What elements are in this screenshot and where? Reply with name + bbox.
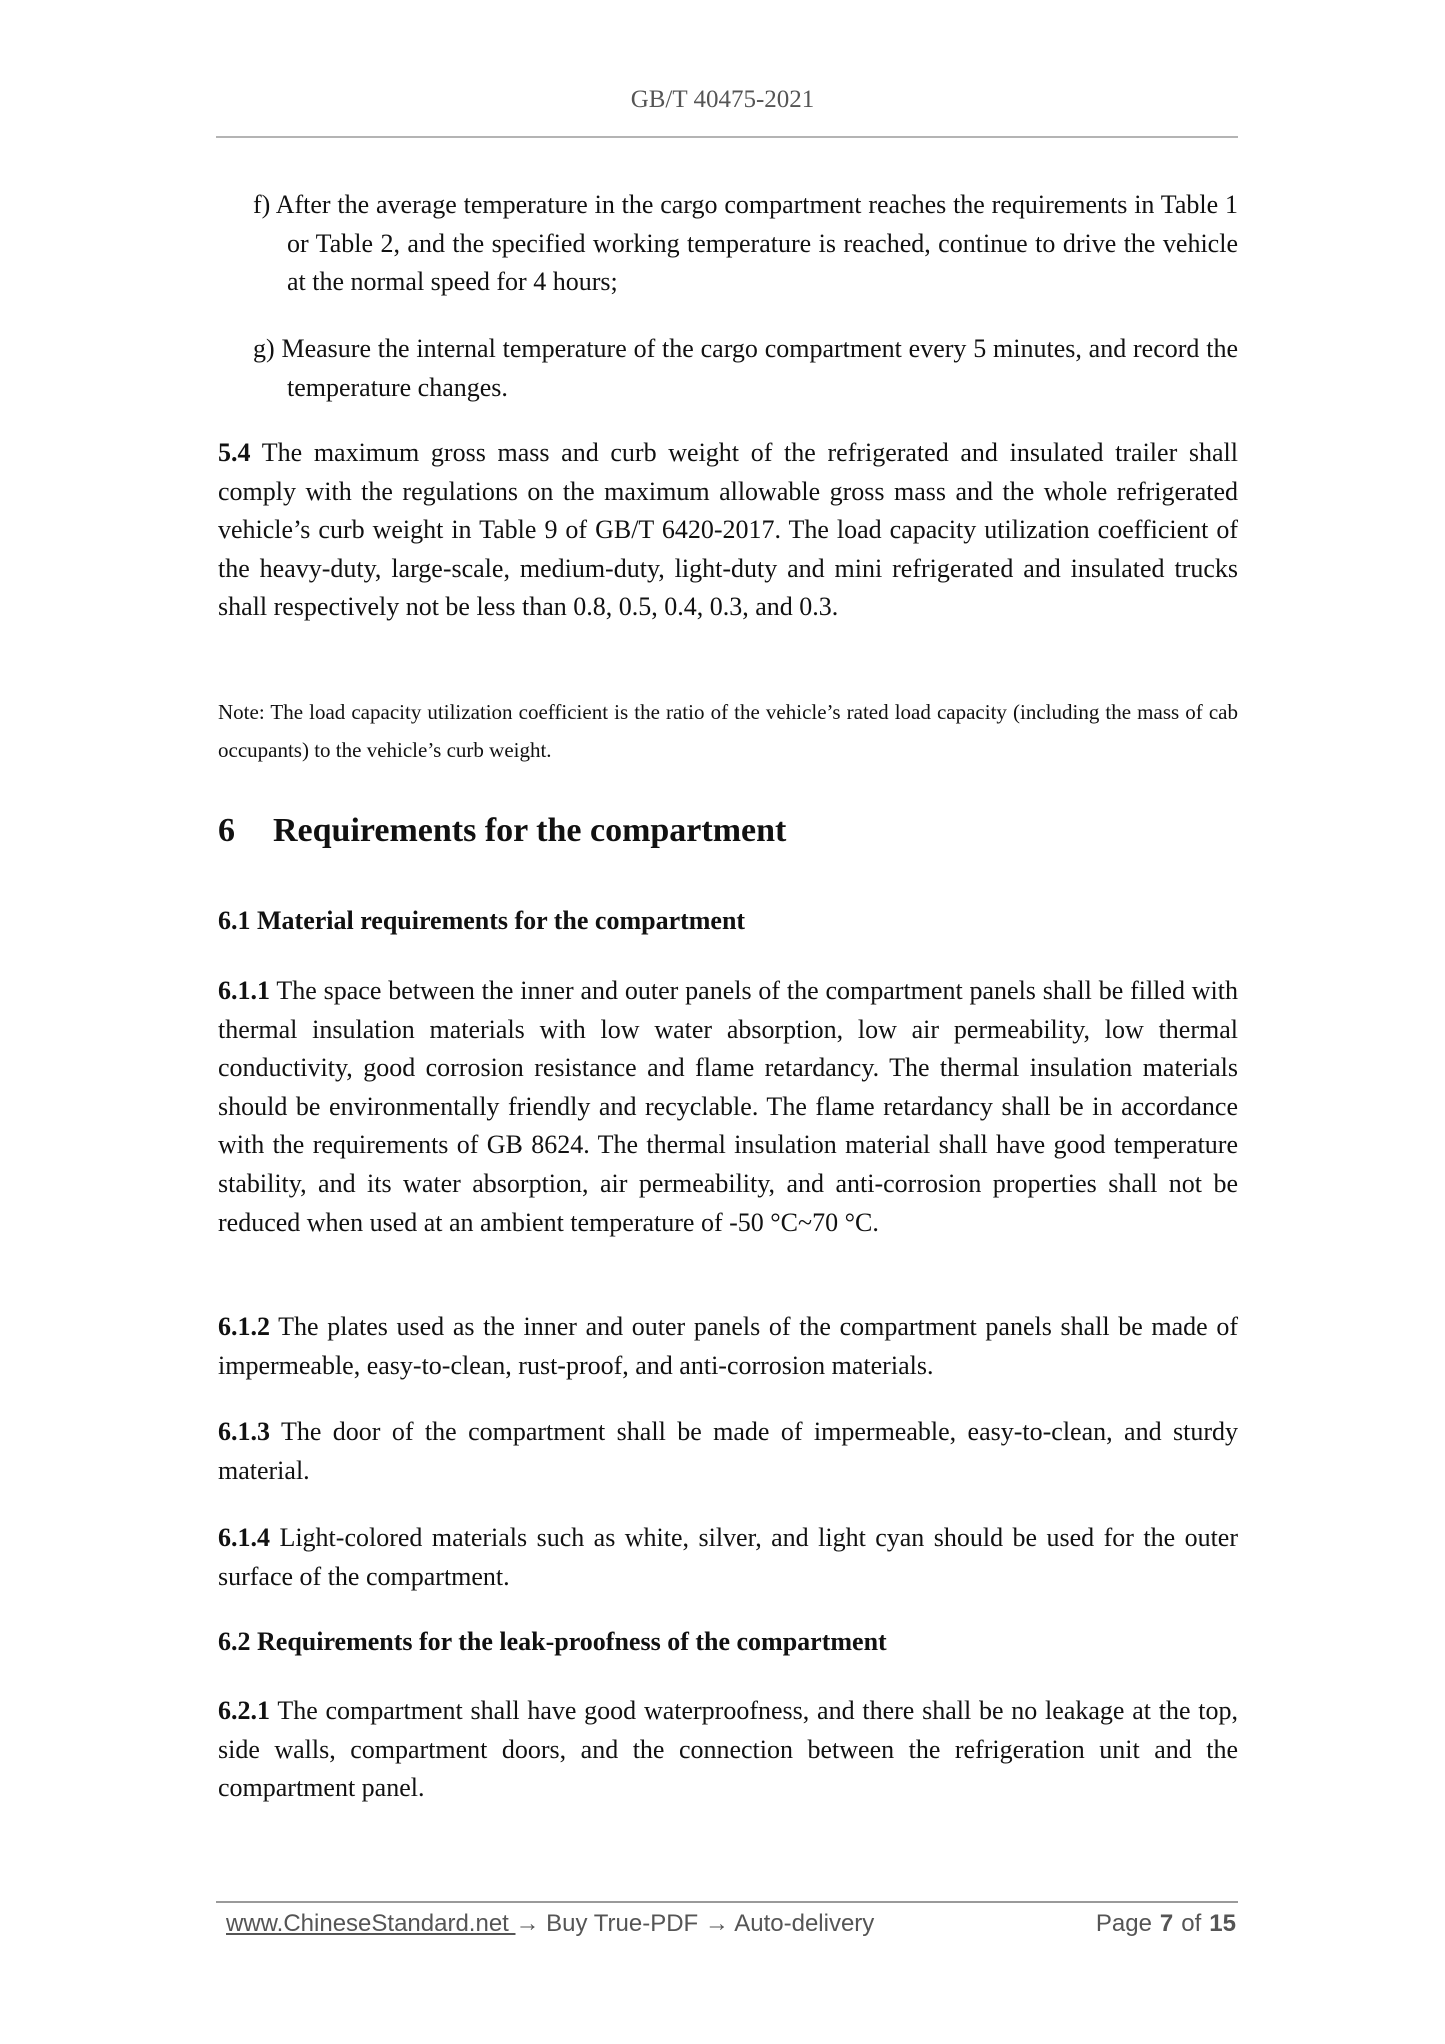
clause-text: Light-colored materials such as white, silver, and light cyan should be used for the outer surface of the compartment.	[218, 1523, 1238, 1591]
clause-6-1-1	[218, 972, 1238, 1242]
footer-divider	[216, 1901, 1238, 1903]
page-footer	[226, 1906, 1236, 1942]
list-item-text: Measure the internal temperature of the cargo compartment every 5 minutes, and record the temperature changes.	[281, 334, 1238, 402]
page-current: 7	[1159, 1910, 1174, 1937]
page-number	[1096, 1910, 1236, 1938]
buy-true-pdf-text: Buy True-PDF	[546, 1910, 699, 1937]
arrow-right-icon: →	[704, 1910, 729, 1937]
page-total: 15	[1209, 1910, 1236, 1937]
page-label: Page	[1095, 1910, 1152, 1937]
list-item-text: After the average temperature in the cargo compartment reaches the requirements in Table 1 or Table 2, and the specified working temperature is reached, continue to drive the vehicle at the normal speed for 4 hours;	[275, 190, 1238, 297]
clause-number: 5.4	[218, 438, 251, 467]
clause-number: 6.1.2	[218, 1312, 270, 1341]
subsection-heading-6-2: 6.2 Requirements for the leak-proofness of the compartment	[218, 1627, 887, 1656]
list-item-f	[253, 186, 1238, 302]
clause-6-1-3	[218, 1413, 1238, 1490]
clause-text: The space between the inner and outer panels of the compartment panels shall be filled with thermal insulation materials with low water absorption, low air permeability, low thermal conductivity, good corrosion resistance and flame retardancy. The thermal insulation materials should be environmentally friendly and recyclable. The flame retardancy shall be in accordance with the requirements of GB 8624. The thermal insulation material shall have good temperature stability, and its water absorption, air permeability, and anti-corrosion properties shall not be reduced when used at an ambient temperature of -50 °C~70 °C.	[218, 976, 1239, 1237]
section-heading-6	[218, 812, 786, 850]
of-label: of	[1181, 1910, 1202, 1937]
clause-6-1-4	[218, 1519, 1238, 1596]
clause-number: 6.1.1	[218, 976, 270, 1005]
footer-promo	[226, 1910, 874, 1938]
list-item-label: g)	[253, 334, 275, 363]
note: Note: The load capacity utilization coefficient is the ratio of the vehicle’s rated load capacity (including the mass of cab occupants) to the vehicle’s curb weight.	[218, 700, 1238, 762]
clause-6-1-2	[218, 1308, 1238, 1385]
list-item-label: f)	[253, 190, 271, 219]
website-link[interactable]: www.ChineseStandard.net	[226, 1910, 516, 1937]
clause-text: The door of the compartment shall be made of impermeable, easy-to-clean, and sturdy material.	[218, 1417, 1239, 1485]
list-item-g	[253, 330, 1238, 407]
clause-number: 6.1.3	[218, 1417, 270, 1446]
subsection-heading-6-1: 6.1 Material requirements for the compartment	[218, 906, 746, 935]
clause-6-2-1	[218, 1692, 1238, 1808]
section-number: 6	[218, 812, 235, 849]
clause-text: The maximum gross mass and curb weight of the refrigerated and insulated trailer shall comply with the regulations on the maximum allowable gross mass and the whole refrigerated vehicle’s curb weight in Table 9 of GB/T 6420-2017. The load capacity utilization coefficient of the heavy-duty, large-scale, medium-duty, light-duty and mini refrigerated and insulated trucks shall respectively not be less than 0.8, 0.5, 0.4, 0.3, and 0.3.	[218, 438, 1239, 622]
document-code-header: GB/T 40475-2021	[630, 86, 815, 113]
clause-5-4	[218, 434, 1238, 627]
section-title: Requirements for the compartment	[273, 812, 787, 849]
clause-text: The plates used as the inner and outer panels of the compartment panels shall be made of impermeable, easy-to-clean, rust-proof, and anti-corrosion materials.	[218, 1312, 1238, 1380]
clause-number: 6.2.1	[218, 1696, 270, 1725]
clause-number: 6.1.4	[218, 1523, 270, 1552]
arrow-right-icon: →	[515, 1910, 540, 1937]
clause-text: The compartment shall have good waterproofness, and there shall be no leakage at the top, side walls, compartment doors, and the connection between the refrigeration unit and the compartment panel.	[218, 1696, 1238, 1803]
auto-delivery-text: Auto-delivery	[734, 1910, 875, 1937]
header-divider	[216, 136, 1238, 138]
